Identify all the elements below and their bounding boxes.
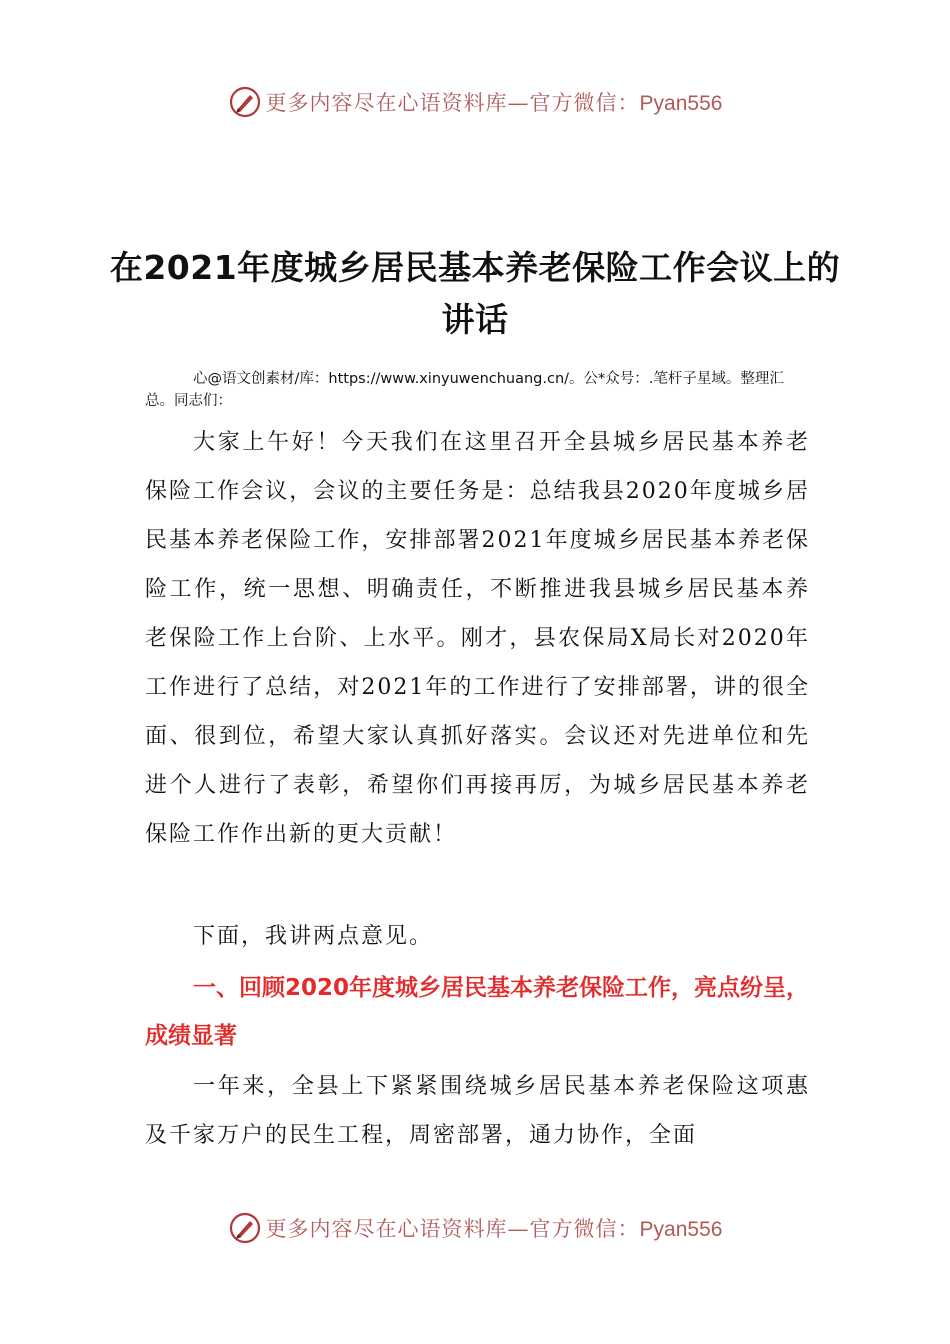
section-heading: 一、回顾2020年度城乡居民基本养老保险工作，亮点纷呈，成绩显著 <box>145 975 810 1049</box>
pen-logo-icon <box>228 1211 262 1245</box>
source-line: 心@语文创素材/库：https://www.xinyuwenchuang.cn/。公*众号：.笔杆子星域。整理汇总。同志们： <box>145 371 784 409</box>
header-watermark-banner <box>0 82 950 122</box>
watermark-text: 更多内容尽在心语资料库—官方微信：Pyan556 <box>265 1217 723 1241</box>
body-paragraph: 一年来，全县上下紧紧围绕城乡居民基本养老保险这项惠及千家万户的民生工程，周密部署，通力协作，全面 <box>145 1074 810 1148</box>
body-paragraph: 下面，我讲两点意见。 <box>193 924 434 949</box>
document-title: 在2021年度城乡居民基本养老保险工作会议上的讲话 <box>109 248 841 339</box>
watermark-text: 更多内容尽在心语资料库—官方微信：Pyan556 <box>265 91 723 115</box>
pen-logo-icon <box>228 85 262 119</box>
body-paragraph: 大家上午好！今天我们在这里召开全县城乡居民基本养老保险工作会议，会议的主要任务是：总结我县2020年度城乡居民基本养老保险工作，安排部署2021年度城乡居民基本养老保险工作，统一思想、明确责任，不断推进我县城乡居民基本养老保险工作上台阶、上水平。刚才，县农保局X局长对2020年工作进行了总结，对2021年的工作进行了安排部署，讲的很全面、很到位，希望大家认真抓好落实。会议还对先进单位和先进个人进行了表彰，希望你们再接再厉，为城乡居民基本养老保险工作作出新的更大贡献！ <box>145 430 810 847</box>
footer-watermark-banner <box>0 1208 950 1248</box>
